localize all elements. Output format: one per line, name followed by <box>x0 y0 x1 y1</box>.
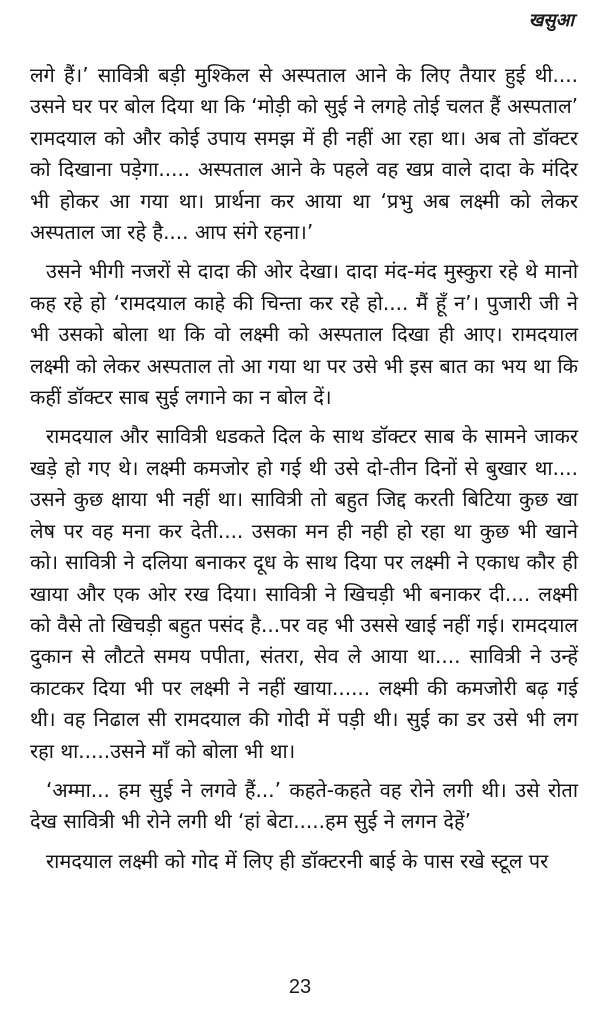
paragraph-4: ‘अम्मा... हम सुई ने लगवे हैं...’ कहते-कहते वह रोने लगी थी। उसे रोता देख सावित्री भी रोने लगी थी ‘हां बेटा.....हम सुई ने लगन देहें’ <box>30 777 578 834</box>
page-number: 23 <box>288 976 312 998</box>
paragraph-1: लगे हैं।’ सावित्री बड़ी मुश्किल से अस्पताल आने के लिए तैयार हुई थी.... उसने घर पर बोल दिया था कि ‘मोड़ी को सुई ने लगहे तोई चलत हैं अस्पताल’ रामदयाल को और कोई उपाय समझ में ही नहीं आ रहा था। अब तो डॉक्टर को दिखाना पड़ेगा..... अस्पताल आने के पहले वह खप्र वाले दादा के मंदिर भी होकर आ गया था। प्रार्थना कर आया था ‘प्रभु अब लक्ष्मी को लेकर अस्पताल जा रहे है.... आप संगे रहना।’ <box>30 63 578 245</box>
paragraph-5: रामदयाल लक्ष्मी को गोद में लिए ही डॉक्टरनी बाई के पास रखे स्टूल पर <box>46 848 549 873</box>
body-text <box>30 60 578 885</box>
paragraph-2: उसने भीगी नजरों से दादा की ओर देखा। दादा मंद-मंद मुस्कुरा रहे थे मानो कह रहे हो ‘रामदयाल काहे की चिन्ता कर रहे हो.... मैं हूँ न’। पुजारी जी ने भी उसको बोला था कि वो लक्ष्मी को अस्पताल दिखा ही आए। रामदयाल लक्ष्मी को लेकर अस्पताल तो आ गया था पर उसे भी इस बात का भय था कि कहीं डॉक्टर साब सुई लगाने का न बोल दें। <box>30 259 578 410</box>
paragraph-3: रामदयाल और सावित्री धडकते दिल के साथ डॉक्टर साब के सामने जाकर खड़े हो गए थे। लक्ष्मी कमजोर हो गई थी उसे दो-तीन दिनों से बुखार था.... उसने कुछ क्षाया भी नहीं था। सावित्री तो बहुत जिद्द करती बिटिया कुछ खा लेष पर वह मना कर देती.... उसका मन ही नही हो रहा था कुछ भी खाने को। सावित्री ने दलिया बनाकर दूध के साथ दिया पर लक्ष्मी ने एकाध कौर ही खाया और एक ओर रख दिया। सावित्री ने खिचड़ी भी बनाकर दी.... लक्ष्मी को वैसे तो खिचड़ी बहुत पसंद है...पर वह भी उससे खाई नहीं गई। रामदयाल दुकान से लौटते समय पपीता, संतरा, सेव ले आया था.... सावित्री ने उन्हें काटकर दिया भी पर लक्ष्मी ने नहीं खाया...... लक्ष्मी की कमजोरी बढ़ गई थी। वह निढाल सी रामदयाल की गोदी में पड़ी थी। सुई का डर उसे भी लग रहा था.....उसने माँ को बोला भी था। <box>30 424 578 763</box>
running-head: खसुआ <box>528 10 574 31</box>
